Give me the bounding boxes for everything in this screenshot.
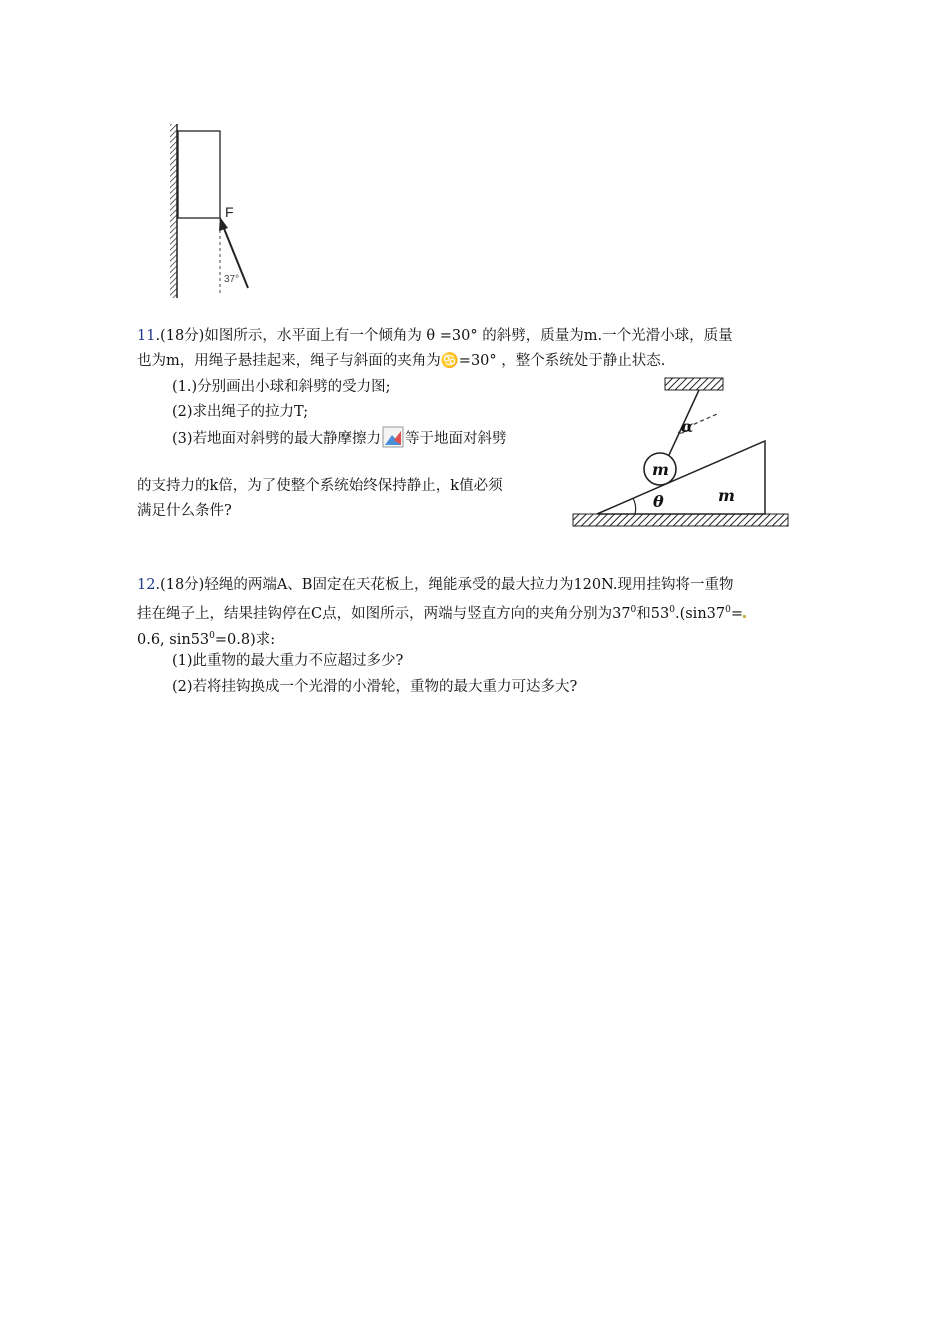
- block: [178, 131, 220, 218]
- marker-dot: [743, 615, 746, 618]
- q12-sub2: (2)若将挂钩换成一个光滑的小滑轮，重物的最大重力可达多大?: [172, 679, 578, 695]
- ball-mass-label: m: [652, 460, 669, 479]
- wall-block-figure: [160, 118, 270, 303]
- q12-line2: 挂在绳子上，结果挂钩停在C点，如图所示，两端与竖直方向的夹角分别为$37^0$和$53^0.(\sin 37^0=$: [137, 600, 746, 624]
- theta-arc: [633, 498, 636, 514]
- force-label: F: [225, 204, 234, 220]
- q12-line3: 0.6, $\sin 53^0=0.8$)求:: [137, 631, 276, 648]
- q11-line-k1: 的支持力的k倍，为了使整个系统始终保持静止，k值必须: [137, 478, 503, 494]
- broken-image-icon: [382, 426, 404, 448]
- q11-sub2: (2)求出绳子的拉力T;: [172, 404, 309, 420]
- q12-line1: 12.(18分)轻绳的两端A、B固定在天花板上，绳能承受的最大拉力为120N.现用挂钩将一重物: [137, 577, 734, 593]
- q12-number: 12: [137, 577, 156, 593]
- ceiling: [665, 378, 723, 390]
- incline-ball-figure: [565, 372, 795, 532]
- q12-sub1: (1)此重物的最大重力不应超过多少?: [172, 653, 404, 669]
- q11-number: 11: [137, 328, 156, 344]
- alpha-label: α: [681, 417, 694, 436]
- q11-line1: 11.(18分)如图所示，水平面上有一个倾角为 θ =30° 的斜劈，质量为m.一个光滑小球，质量: [137, 328, 733, 344]
- q11-sub3: (3)若地面对斜劈的最大静摩擦力 等于地面对斜劈: [172, 428, 507, 450]
- q11-line-k2: 满足什么条件?: [137, 503, 232, 519]
- wedge-mass-label: m: [718, 486, 735, 505]
- theta-label: θ: [653, 492, 664, 511]
- wedge: [597, 441, 765, 514]
- ground: [573, 514, 788, 526]
- wall: [170, 124, 177, 298]
- angle-label: 37°: [224, 274, 240, 285]
- q11-line2: 也为m，用绳子悬挂起来，绳子与斜面的夹角为♋=30° ，整个系统处于静止状态.: [137, 353, 666, 369]
- q11-sub1: (1.)分别画出小球和斜劈的受力图;: [172, 379, 391, 395]
